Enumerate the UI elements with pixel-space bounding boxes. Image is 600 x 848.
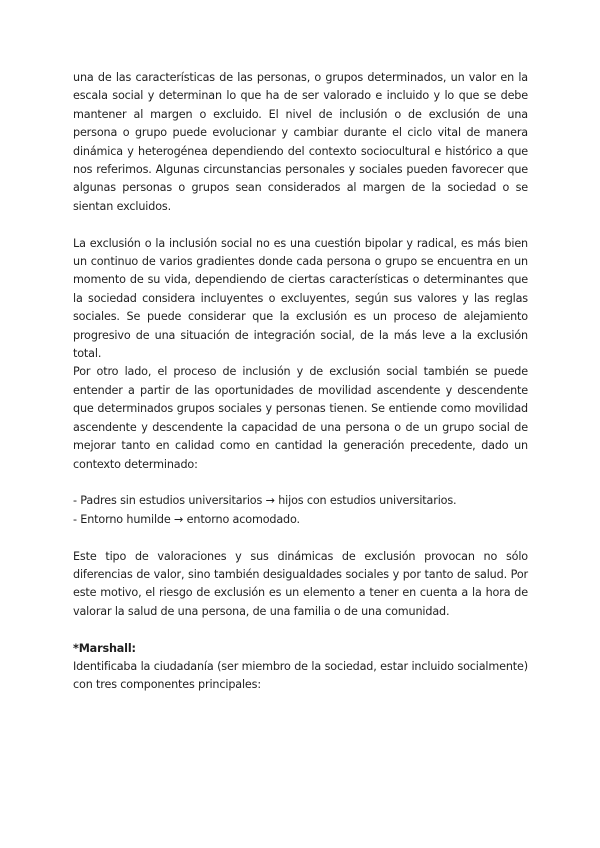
paragraph-exclusion-continuum: La exclusión o la inclusión social no es una cuestión bipolar y radical, es más bien un continuo de varios gradientes donde cada persona o grupo se encuentra en un momento de su vida, dependiendo de ciertas características o determinantes que la sociedad considera incluyentes o excluyentes, según sus valores y las reglas sociales. Se puede considerar que la exclusión es un proceso de alejamiento progresivo de una situación de integración social, de la más leve a la exclusión total. — [73, 236, 528, 361]
paragraph-health-inequality: Este tipo de valoraciones y sus dinámicas de exclusión provocan no sólo diferencias de valor, sino también desigualdades sociales y por tanto de salud. Por este motivo, el riesgo de exclusión es un elemento a tener en cuenta a la hora de valorar la salud de una persona, de una familia o de una comunidad. — [73, 549, 528, 618]
list-item-education: - Padres sin estudios universitarios → hijos con estudios universitarios. — [73, 494, 457, 508]
paragraph-spacer — [73, 474, 528, 492]
paragraph-spacer — [73, 216, 528, 234]
paragraph-citizenship: Identificaba la ciudadanía (ser miembro de la sociedad, estar incluido socialmente) con tres componentes principales: — [73, 659, 528, 692]
document-body — [73, 69, 528, 695]
paragraph-social-valuation: una de las características de las personas, o grupos determinados, un valor en la escala social y determinan lo que ha de ser valorado e incluido y lo que se debe mantener al margen o excluido. El nivel de inclusión o de exclusión de una persona o grupo puede evolucionar y cambiar durante el ciclo vital de manera dinámica y heterogénea dependiendo del contexto sociocultural e histórico a que nos referimos. Algunas circunstancias personales y sociales pueden favorecer que algunas personas o grupos sean considerados al margen de la sociedad o se sientan excluidos. — [73, 71, 528, 213]
heading-marshall: *Marshall: — [73, 641, 136, 655]
list-item-environment: - Entorno humilde → entorno acomodado. — [73, 512, 300, 526]
paragraph-social-mobility: Por otro lado, el proceso de inclusión y de exclusión social también se puede entender a partir de las oportunidades de movilidad ascendente y descendente que determinados grupos sociales y personas tienen. Se entiende como movilidad ascendente y descendente la capacidad de una persona o de un grupo social de mejorar tanto en calidad como en cantidad la generación precedente, dado un contexto determinado: — [73, 365, 528, 471]
paragraph-spacer — [73, 529, 528, 547]
paragraph-spacer — [73, 621, 528, 639]
